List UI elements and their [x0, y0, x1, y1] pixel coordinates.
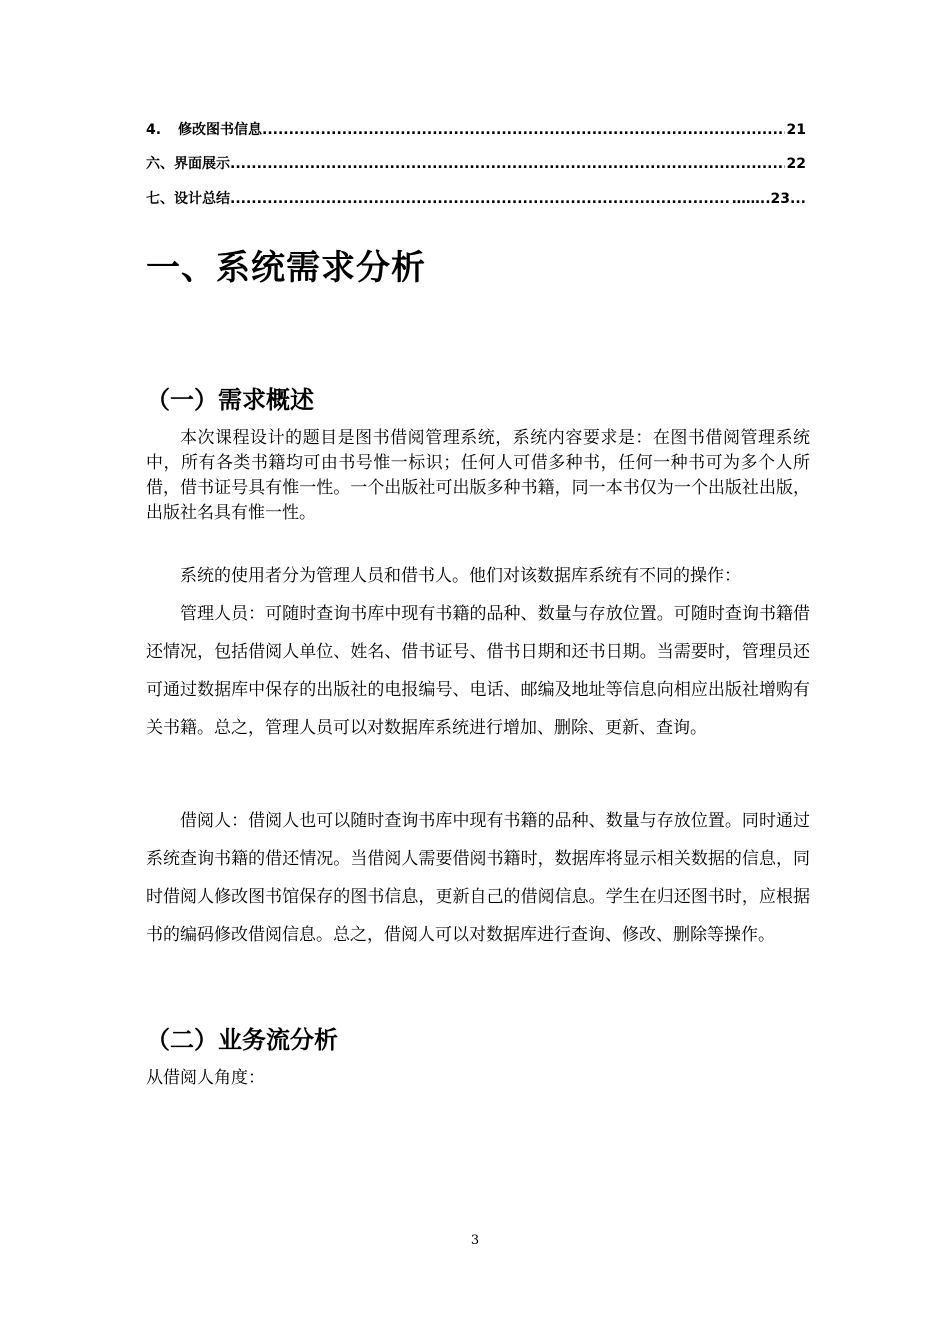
overview-paragraph: 本次课程设计的题目是图书借阅管理系统，系统内容要求是：在图书借阅管理系统中，所有各类书籍均可由书号惟一标识；任何人可借多种书，任何一种书可为多个人所借，借书证号具有惟一性。一个出版社可出版多种书籍，同一本书仅为一个出版社出版，出版社名具有惟一性。: [146, 428, 810, 523]
section-heading-business-flow: （二）业务流分析: [146, 1026, 338, 1054]
toc-leader-dots: [230, 191, 730, 207]
toc-entry-page: ……..23...: [731, 191, 806, 207]
toc-entry-title: 七、设计总结: [146, 191, 230, 207]
toc-entry[interactable]: [146, 153, 806, 173]
toc-entry[interactable]: [146, 119, 806, 139]
chapter-heading: 一、系统需求分析: [146, 248, 426, 288]
toc-entry-page: 21: [786, 122, 806, 138]
page-number: 3: [470, 1233, 480, 1248]
section-heading-overview: （一）需求概述: [146, 386, 314, 414]
borrower-paragraph: 借阅人：借阅人也可以随时查询书库中现有书籍的品种、数量与存放位置。同时通过系统查询书籍的借还情况。当借阅人需要借阅书籍时，数据库将显示相关数据的信息，同时借阅人修改图书馆保存的图书信息，更新自己的借阅信息。学生在归还图书时，应根据书的编码修改借阅信息。总之，借阅人可以对数据库进行查询、修改、删除等操作。: [146, 811, 810, 945]
toc-entry-page: 22: [786, 156, 806, 172]
users-intro-paragraph: 系统的使用者分为管理人员和借书人。他们对该数据库系统有不同的操作：: [180, 566, 741, 586]
toc-leader-dots: [262, 122, 785, 138]
toc-entry-number: 4.: [146, 122, 162, 138]
toc-leader-dots: [230, 156, 785, 172]
toc-entry-title: 修改图书信息: [178, 122, 262, 138]
admin-paragraph: 管理人员：可随时查询书库中现有书籍的品种、数量与存放位置。可随时查询书籍借还情况，包括借阅人单位、姓名、借书证号、借书日期和还书日期。当需要时，管理员还可通过数据库中保存的出版社的电报编号、电话、邮编及地址等信息向相应出版社增购有关书籍。总之，管理人员可以对数据库系统进行增加、删除、更新、查询。: [146, 604, 810, 738]
toc-entry[interactable]: [146, 188, 806, 208]
toc-entry-title: 六、界面展示: [146, 156, 230, 172]
business-flow-paragraph: 从借阅人角度：: [146, 1068, 265, 1088]
